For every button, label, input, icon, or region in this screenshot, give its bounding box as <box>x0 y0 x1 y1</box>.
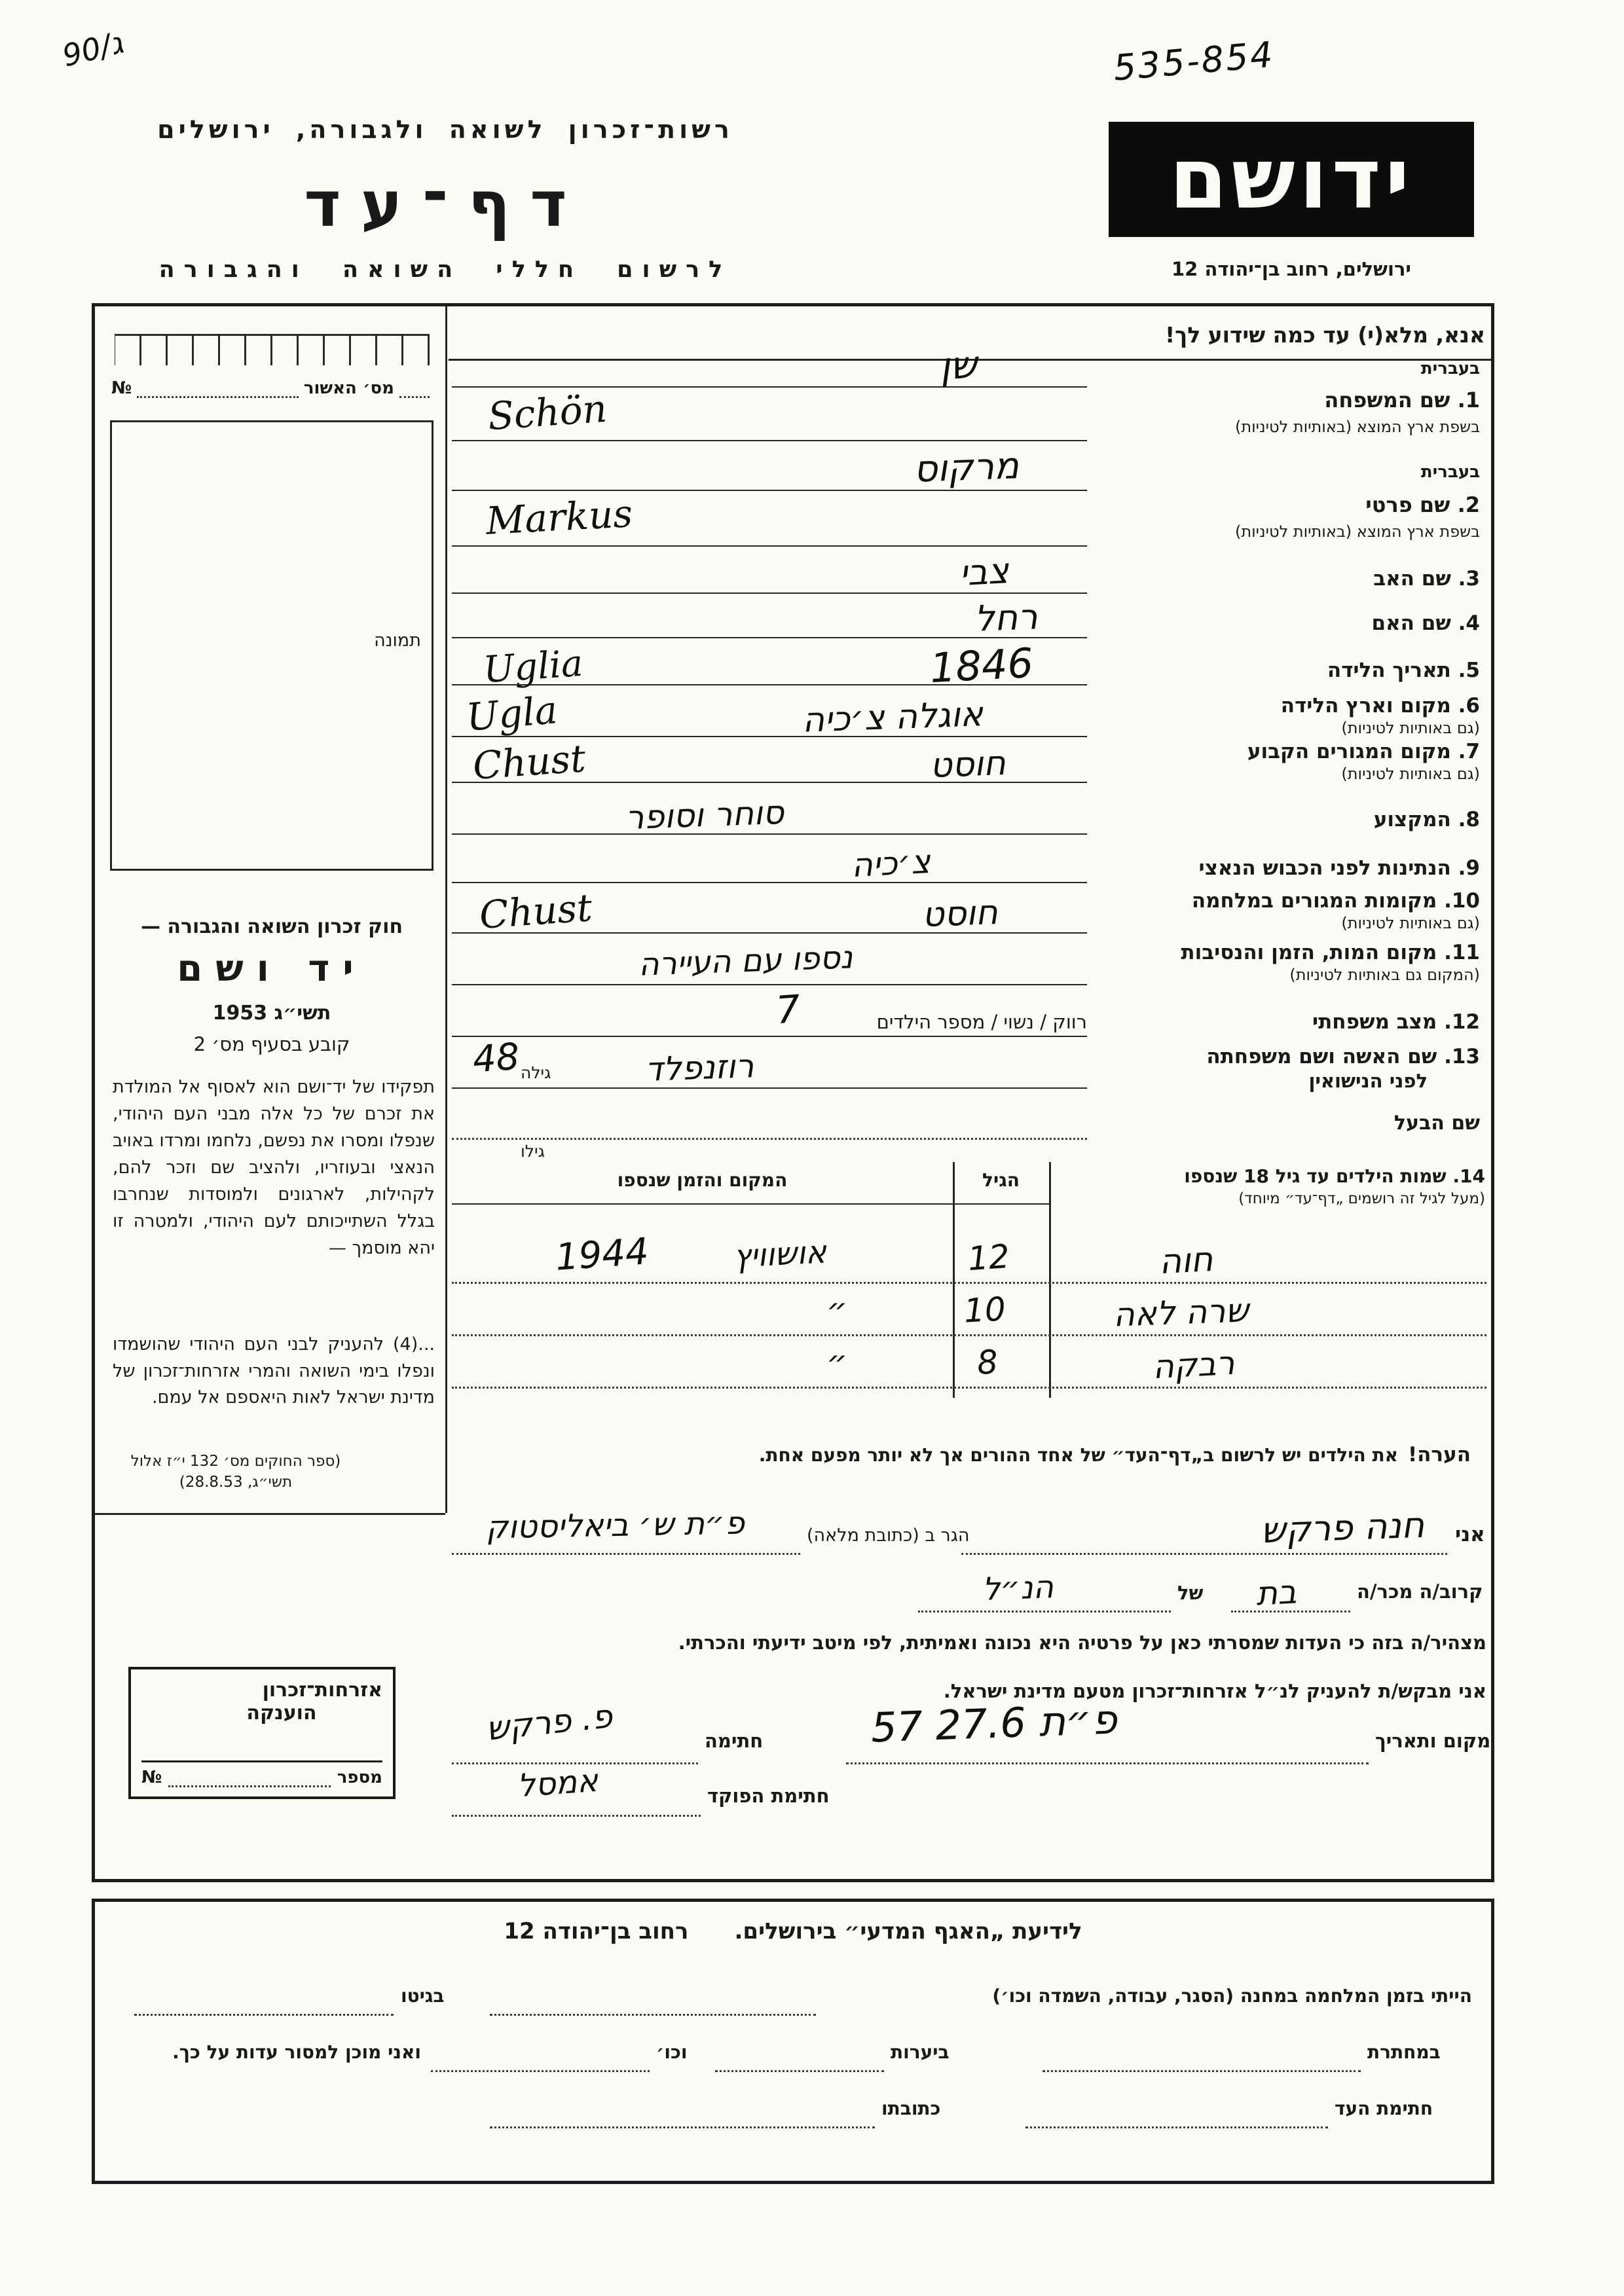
field-6-handwritten: אוגלה צ׳כיה <box>802 695 984 740</box>
place-date-label: מקום ותאריך <box>1375 1730 1491 1752</box>
authority-name: רשות־זכרון לשואה ולגבורה, ירושלים <box>157 115 733 144</box>
citizenship-granted-line1: אזרחות־זכרון <box>262 1679 382 1702</box>
field-11-handwritten: נספו עם העיירה <box>638 939 854 983</box>
ghetto-label: בגיטו <box>401 1985 445 2007</box>
certificate-number-label: מס׳ האשור <box>303 378 394 398</box>
underground-answer-line <box>1043 2070 1361 2072</box>
photo-label: תמונה <box>374 630 421 651</box>
signature-handwritten: פ. פרקש <box>484 1697 614 1748</box>
field-7-label: 7. מקום המגורים הקבוע <box>1247 740 1480 763</box>
declarant-i-label: אני <box>1455 1523 1485 1546</box>
witness-signature-label: חתימת העד <box>1335 2098 1433 2119</box>
handwritten-registration-number: 535-854 <box>1111 33 1276 89</box>
signature-label: חתימה <box>705 1730 764 1752</box>
etc-label: וכו׳ <box>656 2041 688 2063</box>
children-row-line <box>452 1334 1486 1336</box>
children-table-divider-names <box>1049 1162 1051 1398</box>
official-signature-handwritten: אמסל <box>516 1762 599 1805</box>
certificate-number-dots <box>137 384 299 398</box>
writing-line <box>452 592 1087 594</box>
writing-line <box>452 736 1087 737</box>
field-1-handwritten-hebrew: שן <box>938 342 978 389</box>
declarant-address-line <box>452 1553 800 1555</box>
sidebar-divider <box>445 306 447 1513</box>
law-logo-name: יד ושם <box>177 947 367 990</box>
child-row-3-place-ditto: ״ <box>826 1343 848 1381</box>
field-5-handwritten-latin: Uglia <box>481 642 585 692</box>
writing-line <box>452 1087 1087 1089</box>
certificate-number-row <box>111 378 430 398</box>
field-12-label: 12. מצב משפחתי <box>1312 1010 1480 1034</box>
writing-line <box>452 440 1087 441</box>
place-date-line <box>846 1762 1369 1764</box>
writing-line <box>452 882 1087 883</box>
field-3-handwritten: צבי <box>958 550 1010 594</box>
field-2-latin-script-label: בשפת ארץ המוצא (באותיות לטיניות) <box>1235 522 1480 541</box>
place-date-handwritten: פ״ת 27.6 57 <box>870 1695 1118 1752</box>
number-sign: № <box>111 378 132 398</box>
field-1-latin-script-label: בשפת ארץ המוצא (באותיות לטיניות) <box>1235 418 1480 436</box>
declarant-address-handwritten: פ״ת ש׳ ביאליסטוק <box>485 1504 745 1546</box>
field-6-handwritten-latin: Ugla <box>464 687 559 740</box>
field-9-handwritten: צ׳כיה <box>850 842 932 885</box>
declaration-statement-2: אני מבקש/ת להעניק לנ״ל אזרחות־זכרון מטעם מדינת ישראל. <box>943 1680 1486 1702</box>
forests-label: ביערות <box>891 2041 950 2063</box>
field-12-options: רווק / נשוי / מספר הילדים <box>876 1011 1087 1033</box>
field-5-handwritten: 1846 <box>929 638 1035 693</box>
yad-vashem-logo-text: ידושם <box>1169 130 1414 228</box>
child-row-1-place: אושוויץ <box>732 1233 828 1275</box>
field-11-label: 11. מקום המות, הזמן והנסיבות <box>1181 941 1480 964</box>
field-10-label: 10. מקומות המגורים במלחמה <box>1191 889 1480 913</box>
law-text-continued: ...(4) להעניק לבני העם היהודי שהושמדו ונפלו בימי השואה והמרי אזרחות־זכרון של מדינת ישראל לאות היאספם אל עמם. <box>113 1334 435 1408</box>
field-8-handwritten: סוחר וסופר <box>625 793 784 837</box>
citizenship-box <box>128 1667 396 1799</box>
relation-label: קרוב/ה מכר/ה <box>1357 1580 1483 1603</box>
camp-answer-line <box>490 2014 816 2016</box>
field-10-handwritten-latin: Chust <box>477 885 594 938</box>
field-1-handwritten-latin: Schön <box>486 386 609 439</box>
writing-line <box>452 833 1087 835</box>
children-row-line <box>452 1282 1486 1284</box>
declarant-name-handwritten: חנה פרקש <box>1259 1504 1426 1552</box>
writing-line <box>452 386 1087 388</box>
citizenship-number-sign: № <box>141 1768 162 1787</box>
number-comb <box>115 334 430 365</box>
declarant-name-line <box>961 1553 1447 1555</box>
children-col-place-header: המקום והזמן שנספו <box>617 1169 788 1191</box>
fill-in-instruction: אנא, מלא(י) עד כמה שידוע לך! <box>1165 322 1485 348</box>
declaration-statement-1: מצהיר/ה בזה כי העדות שמסרתי כאן על פרטיה היא נכונה ואמיתית, לפי מיטב ידיעתי והכרתי. <box>678 1631 1486 1654</box>
citizenship-number-dots <box>168 1773 330 1787</box>
child-row-3-name: רבקה <box>1151 1343 1236 1387</box>
note-text: את הילדים יש לרשום ב„דף־העד״ של אחד ההורים אך לא יותר מפעם אחת. <box>758 1444 1398 1466</box>
field-10-handwritten: חוסט <box>921 893 999 935</box>
field-13-handwritten: רוזנפלד <box>644 1047 755 1089</box>
citizenship-number-label: מספר <box>337 1768 382 1787</box>
field-13-wife-age-handwritten: 48 <box>471 1035 521 1082</box>
official-signature-label: חתימת הפוקד <box>707 1785 830 1807</box>
resides-at-label: הגר ב (כתובת מלאה) <box>807 1525 970 1546</box>
witness-address-label: כתובתו <box>881 2098 941 2119</box>
writing-line <box>452 490 1087 491</box>
field-14-sublabel: (מעל לגיל זה רושמים „דף־עד״ מיוחד) <box>1238 1190 1485 1207</box>
note-mark: הערה! <box>1408 1443 1471 1467</box>
field-5-label: 5. תאריך הלידה <box>1327 659 1480 682</box>
scientific-branch-title-address: רחוב בן־יהודה 12 <box>504 1918 689 1944</box>
writing-line <box>452 984 1087 985</box>
field-10-sublabel: (גם באותיות לטיניות) <box>1341 914 1480 932</box>
witness-signature-line <box>1025 2126 1328 2128</box>
of-line <box>918 1611 1171 1613</box>
relation-handwritten: בת <box>1255 1573 1298 1613</box>
form-title: דף־עד <box>304 168 587 241</box>
field-6-label: 6. מקום וארץ הלידה <box>1280 694 1480 718</box>
form-subtitle: לרשום חללי השואה והגבורה <box>158 257 732 283</box>
field-2-handwritten-hebrew: מרקוס <box>912 445 1020 491</box>
field-9-label: 9. הנתינות לפני הכבוש הנאצי <box>1198 856 1480 880</box>
sidebar-bottom-line <box>95 1513 445 1515</box>
willing-to-testify-label: ואני מוכן למסור עדות על כך. <box>172 2041 421 2063</box>
husband-age-label: גילו <box>521 1142 545 1161</box>
law-text: תפקידו של יד־ושם הוא לאסוף אל המולדת את זכרם של כל אלה מבני העם היהודי, שנפלו ומסרו את נפשם, נלחמו ומרדו באויב הנאצי ובעוזריו, ולהציב שם וזכר להם, לקהילות, לארגונים ולמוסדות שנחרבו בגלל השתייכותם לעם היהודי, ולמטרה זו יהא מוסמך — <box>113 1077 435 1259</box>
forests-answer-line <box>715 2070 884 2072</box>
field-7-handwritten-latin: Chust <box>471 736 587 788</box>
scientific-branch-title <box>92 1918 1494 1944</box>
writing-line <box>452 1036 1087 1037</box>
field-8-label: 8. המקצוע <box>1373 808 1480 831</box>
law-year: תשי״ג 1953 <box>212 1002 331 1025</box>
child-row-2-place-ditto: ״ <box>826 1291 848 1329</box>
citizenship-number-row <box>141 1760 382 1787</box>
field-6-sublabel: (גם באותיות לטיניות) <box>1341 719 1480 737</box>
of-handwritten: הנ״ל <box>982 1569 1054 1608</box>
field-14-label: 14. שמות הילדים עד גיל 18 שנספו <box>1184 1165 1485 1187</box>
certificate-number-dots-right <box>399 384 430 398</box>
writing-line <box>452 545 1087 547</box>
office-address: ירושלים, רחוב בן־יהודה 12 <box>1172 258 1411 280</box>
children-col-age-header: הגיל <box>982 1169 1020 1191</box>
camp-label: הייתי בזמן המלחמה במחנה (הסגר, עבודה, השמדה וכו׳) <box>992 1985 1472 2007</box>
child-row-1-year: 1944 <box>553 1230 650 1279</box>
of-label: של <box>1177 1582 1204 1604</box>
child-row-1-name: חוה <box>1158 1239 1214 1283</box>
field-13-wife-age-label: גילה <box>521 1063 551 1082</box>
children-header-underline <box>452 1203 1049 1205</box>
field-4-label: 4. שם האם <box>1371 611 1480 635</box>
field-2-handwritten-latin: Markus <box>485 491 634 543</box>
field-2-label: 2. שם פרטי <box>1365 492 1480 517</box>
official-signature-line <box>452 1815 701 1817</box>
field-1-label: 1. שם המשפחה <box>1324 388 1480 412</box>
children-table-divider-age <box>953 1162 955 1398</box>
field-1-hebrew-script-label: בעברית <box>1420 359 1480 378</box>
field-7-handwritten: חוסט <box>929 744 1006 786</box>
witness-address-line <box>490 2126 875 2128</box>
husband-name-label: שם הבעל <box>1393 1112 1480 1135</box>
handwritten-file-mark: ג/90 <box>58 24 127 74</box>
child-row-3-age: 8 <box>976 1342 999 1383</box>
law-reference: (ספר החוקים מס׳ 132 י״ז אלול תשי״ג, 28.8.53) <box>130 1453 341 1491</box>
law-heading: חוק זכרון השואה והגבורה — <box>140 915 403 938</box>
field-3-label: 3. שם האב <box>1373 567 1480 591</box>
field-13-label: 13. שם האשה ושם משפחתה <box>1206 1045 1480 1068</box>
field-7-sublabel: (גם באותיות לטיניות) <box>1341 765 1480 783</box>
field-4-handwritten: רחל <box>973 596 1039 640</box>
field-13-label-line2: לפני הנישואין <box>1308 1070 1428 1092</box>
field-12-handwritten-count: 7 <box>774 986 802 1033</box>
citizenship-granted-line2: הוענקה <box>246 1702 317 1724</box>
etc-answer-line <box>431 2070 650 2072</box>
ghetto-answer-line <box>134 2014 394 2016</box>
photo-box <box>110 420 434 871</box>
child-row-2-age: 10 <box>963 1290 1007 1330</box>
field-11-sublabel: (המקום גם באותיות לטיניות) <box>1289 966 1480 984</box>
scientific-branch-title-text: לידיעת „האגף המדעי״ בירושלים. <box>734 1918 1082 1944</box>
law-clause: קובע בסעיף מס׳ 2 <box>193 1033 350 1055</box>
children-row-line <box>452 1387 1486 1389</box>
child-row-1-age: 12 <box>967 1237 1011 1279</box>
husband-writing-line <box>452 1138 1087 1140</box>
underground-label: במחתרת <box>1367 2041 1441 2063</box>
yad-vashem-logo <box>1109 122 1474 237</box>
child-row-2-name: שרה לאה <box>1113 1291 1249 1334</box>
field-2-hebrew-script-label: בעברית <box>1420 462 1480 482</box>
